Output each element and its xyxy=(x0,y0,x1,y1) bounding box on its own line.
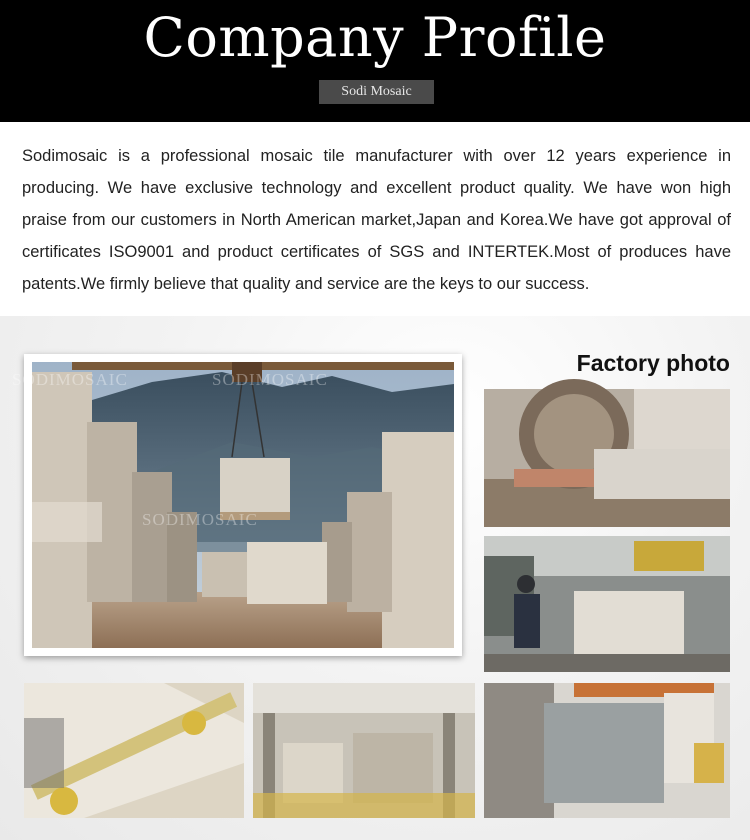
block-cutter-photo xyxy=(484,683,730,818)
watermark-text: SODIMOSAIC xyxy=(142,510,258,529)
brand-badge: Sodi Mosaic xyxy=(319,80,434,104)
intro-paragraph: Sodimosaic is a professional mosaic tile manufacturer with over 12 years experience in producing. We have exclusive technology and excellent product quality. We have won high praise from our customers in North American market,Japan and Korea.We have got approval of certificates ISO9001 and product certificates of SGS and INTERTEK.Most of produces have patents.We firmly believe that quality and service are the keys to our success. xyxy=(22,147,731,293)
intro-section xyxy=(0,122,750,316)
watermark-text: SODIMOSAIC xyxy=(212,370,328,389)
header-banner xyxy=(0,0,750,122)
page-title: Company Profile xyxy=(143,6,607,69)
workshop-photo xyxy=(253,683,475,818)
factory-photo-heading: Factory photo xyxy=(576,350,730,376)
polishing-line-photo xyxy=(24,683,244,818)
saw-cutting-photo xyxy=(484,389,730,527)
watermark-text: SODIMOSAIC xyxy=(12,370,128,389)
worker-machine-photo xyxy=(484,536,730,672)
quarry-photo xyxy=(12,362,454,648)
